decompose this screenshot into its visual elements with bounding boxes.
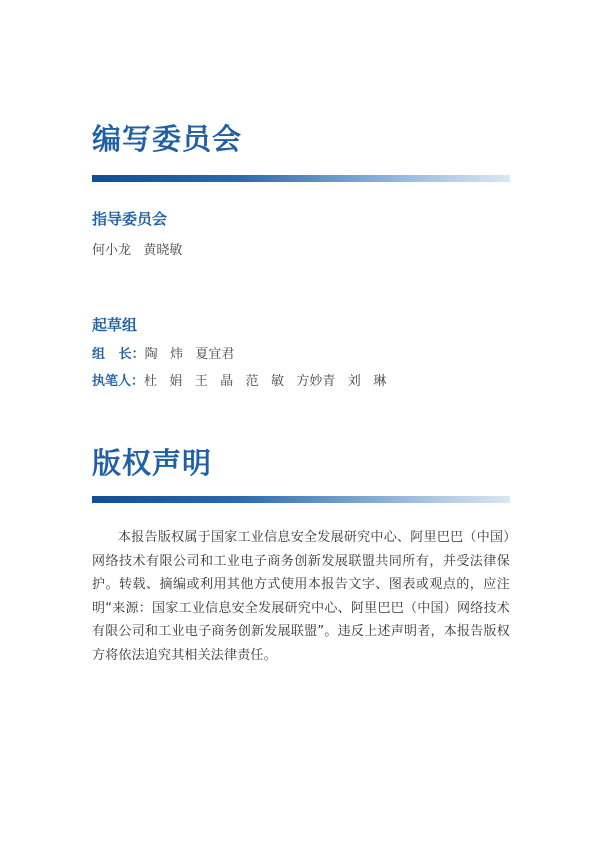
drafting-writers-line (92, 375, 386, 388)
copyright-statement: 本报告版权属于国家工业信息安全发展研究中心、阿里巴巴（中国）网络技术有限公司和工业电子商务创新发展联盟共同所有，并受法律保护。转载、摘编或利用其他方式使用本报告文字、图表或观点的，应注明“来源：国家工业信息安全发展研究中心、阿里巴巴（中国）网络技术有限公司和工业电子商务创新发展联盟”。违反上述声明者，本报告版权方将依法追究其相关法律责任。 (92, 530, 510, 663)
steering-committee-heading: 指导委员会 (92, 210, 168, 228)
drafting-group-heading: 起草组 (92, 316, 138, 334)
committee-divider (92, 175, 510, 182)
steering-committee-members: 何小龙 黄晓敏 (92, 243, 183, 258)
leader-label: 组 长： (92, 347, 145, 362)
leader-names: 陶 炜 夏宜君 (144, 347, 235, 362)
writers-names: 杜 娟 王 晶 范 敏 方妙青 刘 琳 (144, 374, 387, 389)
writers-label: 执笔人： (92, 374, 145, 389)
copyright-title: 版权声明 (92, 446, 213, 480)
copyright-divider (92, 496, 510, 503)
committee-title: 编写委员会 (92, 122, 243, 156)
drafting-leader-line (92, 348, 234, 361)
